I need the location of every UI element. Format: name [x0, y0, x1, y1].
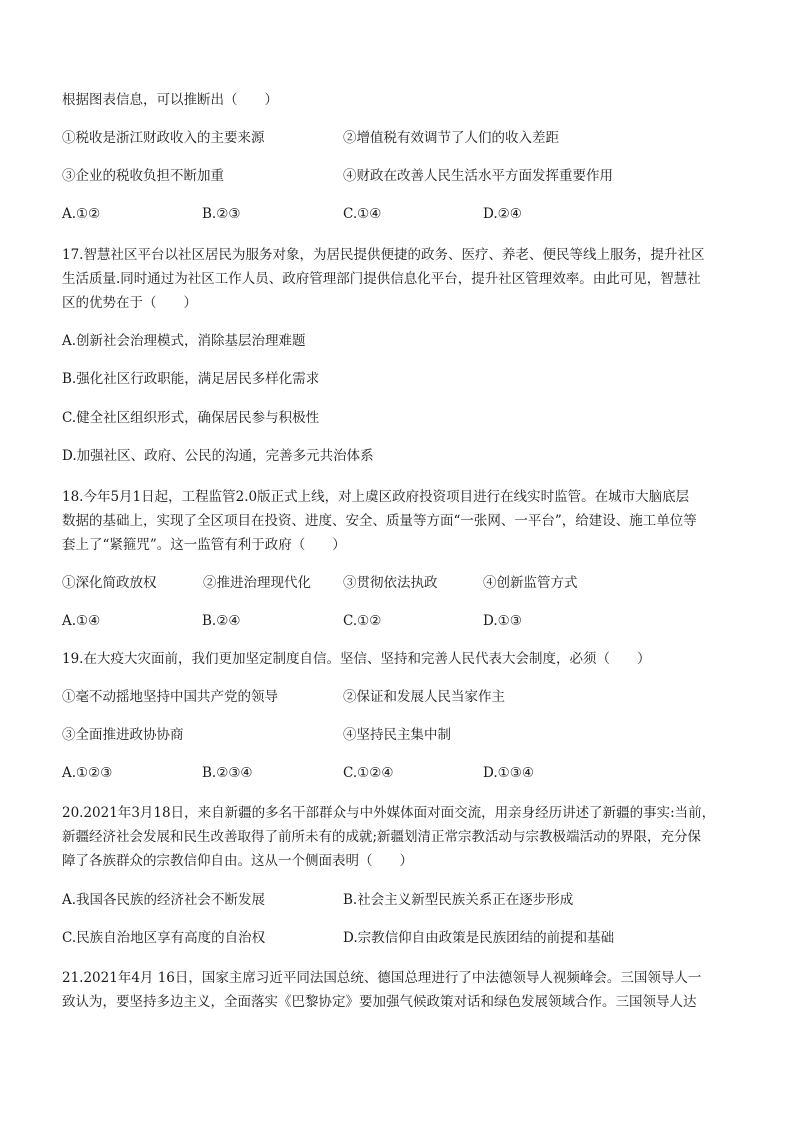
q17-option-b: B.强化社区行政职能，满足居民多样化需求: [62, 371, 320, 387]
q17-stem-line-1: 17.智慧社区平台以社区居民为服务对象，为居民提供便捷的政务、医疗、养老、便民等线上服务，提升社区: [62, 247, 705, 263]
q17-option-a: A.创新社会治理模式，消除基层治理难题: [62, 333, 306, 349]
q16-statement-2: ②增值税有效调节了人们的收入差距: [343, 130, 559, 146]
q17-stem-line-2: 生活质量.同时通过为社区工作人员、政府管理部门提供信息化平台，提升社区管理效率。由此可见，智慧社: [62, 271, 701, 287]
q19-option-c: C.①②④: [343, 765, 394, 781]
q16-option-c: C.①④: [343, 206, 382, 222]
q16-statement-4: ④财政在改善人民生活水平方面发挥重要作用: [343, 168, 613, 184]
q18-statement-4: ④创新监管方式: [483, 575, 578, 591]
q16-stem: 根据图表信息，可以推断出（ ）: [62, 92, 278, 108]
q16-option-b: B.②③: [202, 206, 241, 222]
q16-statement-1: ①税收是浙江财政收入的主要来源: [62, 130, 265, 146]
q20-stem-line-1: 20.2021年3月18日，来自新疆的多名干部群众与中外媒体面对面交流，用亲身经历讲述了新疆的事实:当前，: [62, 805, 716, 821]
q16-option-d: D.②④: [483, 206, 522, 222]
q19-statement-4: ④坚持民主集中制: [343, 727, 451, 743]
q18-option-b: B.②④: [202, 613, 241, 629]
q19-option-d: D.①③④: [483, 765, 534, 781]
q18-option-a: A.①④: [62, 613, 101, 629]
q20-option-b: B.社会主义新型民族关系正在逐步形成: [343, 892, 574, 908]
q17-stem-line-3: 区的优势在于（ ）: [62, 295, 197, 311]
q19-option-b: B.②③④: [202, 765, 253, 781]
q17-option-d: D.加强社区、政府、公民的沟通，完善多元共治体系: [62, 448, 374, 464]
q21-stem-line-2: 致认为，要坚持多边主义，全面落实《巴黎协定》要加强气候政策对话和绿色发展领域合作。三国领导人达: [62, 994, 697, 1010]
q17-option-c: C.健全社区组织形式，确保居民参与积极性: [62, 410, 320, 426]
q16-statement-3: ③企业的税收负担不断加重: [62, 168, 224, 184]
q20-stem-line-3: 障了各族群众的宗教信仰自由。这从一个侧面表明（ ）: [62, 853, 413, 869]
q18-option-d: D.①③: [483, 613, 522, 629]
q19-stem: 19.在大疫大灾面前，我们更加坚定制度自信。坚信、坚持和完善人民代表大会制度，必须（ ）: [62, 651, 651, 667]
q21-stem-line-1: 21.2021年4月 16日，国家主席习近平同法国总统、德国总理进行了中法德领导人视频峰会。三国领导人一: [62, 970, 702, 986]
q19-option-a: A.①②③: [62, 765, 113, 781]
q18-statement-2: ②推进治理现代化: [203, 575, 311, 591]
q18-statement-1: ①深化简政放权: [62, 575, 157, 591]
q18-option-c: C.①②: [343, 613, 382, 629]
q18-stem-line-2: 数据的基础上，实现了全区项目在投资、进度、安全、质量等方面“一张网、一平台”，给建设、施工单位等: [62, 513, 697, 529]
q20-stem-line-2: 新疆经济社会发展和民生改善取得了前所未有的成就;新疆划清正常宗教活动与宗教极端活动的界限，充分保: [62, 829, 702, 845]
q20-option-c: C.民族自治地区享有高度的自治权: [62, 930, 266, 946]
q16-option-a: A.①②: [62, 206, 101, 222]
q18-statement-3: ③贯彻依法执政: [343, 575, 438, 591]
q20-option-d: D.宗教信仰自由政策是民族团结的前提和基础: [343, 930, 615, 946]
q19-statement-1: ①毫不动摇地坚持中国共产党的领导: [62, 689, 278, 705]
q18-stem-line-3: 套上了“紧箍咒”。这一监管有利于政府（ ）: [62, 537, 346, 553]
q19-statement-2: ②保证和发展人民当家作主: [343, 689, 505, 705]
q18-stem-line-1: 18.今年5月1日起，工程监管2.0版正式上线，对上虞区政府投资项目进行在线实时监管。在城市大脑底层: [62, 489, 690, 505]
q19-statement-3: ③全面推进政协协商: [62, 727, 184, 743]
q20-option-a: A.我国各民族的经济社会不断发展: [62, 892, 266, 908]
